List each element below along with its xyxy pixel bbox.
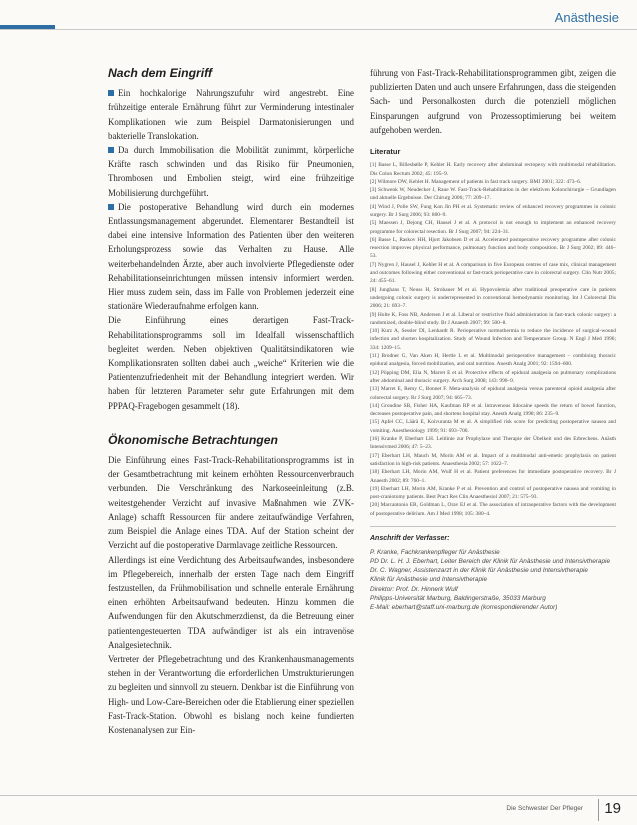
reference-item: [11] Brodner G, Van Aken H, Hertle L et al. Multimodal perioperative management – combining thoracic epidural analgesia, forced mobilization, and oral nutrition. Anesth Analg 2001; 92: 1594–600. [370, 353, 616, 368]
address-line: Direktor: Prof. Dr. Hinnerk Wulf [370, 585, 458, 593]
bullet-icon [108, 90, 114, 96]
address-title: Anschrift der Verfasser: [370, 534, 450, 542]
paragraph: Vertreter der Pflegebetrachtung und des Krankenhausmanagements stehen in der Verantwortung die erforderlichen Umstrukturierungen zu begleiten und sinnvoll zu steuern. Denkbar ist die Einführung von High- und Low-Care-Bereichen oder die Etablierung einer speziellen Fast-Track-Station. Obwohl es bislang noch keine fundierten Kostenanalysen zur Ein- [108, 653, 354, 735]
heading-nach-dem-eingriff: Nach dem Eingriff [108, 66, 213, 80]
reference-item: [8] Junghans T, Neuss H, Strohauer M et al. Hypovolemia after traditional preoperative care in patients undergoing colonic surgery is underrepresented in conventional hemodynamic monitoring. Int J Colorectal Dis 2006; 21: 693–7. [370, 286, 616, 310]
left-column [108, 66, 354, 737]
references-title: Literatur [370, 147, 401, 157]
reference-list [370, 161, 616, 518]
reference-item: [16] Kranke P, Eberhart LH. Leitlinie zur Prophylaxe und Therapie der Übelkeit und des Erbrechens. Anästh Intensivmed 2006; 47: 5–23. [370, 436, 616, 451]
heading-oekonomische-betrachtungen: Ökonomische Betrachtungen [108, 432, 278, 447]
spacer [108, 413, 354, 433]
paragraph: Die Einführung eines derartigen Fast-Track-Rehabilitationsprogramms soll im Idealfall wissenschaftlich begleitet werden. Neben objektiven Qualitätsindikatoren wie Komplikationsraten sollten dabei auch „weiche“ Kriterien wie die Patientenzufriedenheit mit der Behandlung integriert werden. Wir haben für letzteren Parameter sehr gute Erfahrungen mit dem PPPAQ-Fragebogen gesammelt (18). [108, 315, 354, 411]
journal-name: Die Schwester Der Pfleger [506, 805, 583, 812]
section-label: Anästhesie [554, 10, 619, 25]
address-line: P. Kranke, Fachkrankenpfleger für Anästhesie [370, 549, 500, 557]
bullet-icon [108, 204, 114, 210]
reference-item: [10] Kurz A, Sessler DI, Lenhardt R. Perioperative normothermia to reduce the incidence of surgical-wound infection and shorten hospitalization. Study of Wound Infection and Temperature Group. N Engl J Med 1996; 334: 1209–15. [370, 328, 616, 351]
reference-item: [18] Eberhart LH, Morin AM, Wulf H et al. Patient preferences for immediate postoperative recovery. Br J Anaesth 2002; 89: 760–1. [370, 469, 616, 484]
paragraph: Die Einführung eines Fast-Track-Rehabilitationsprogramms ist in der Gesamtbetrachtung mit keinem erhöhten Ressourcenverbrauch verbunden. Die Verschränkung des Narkoseeinleitung (z.B. weitestgehender Verzicht auf invasive Maßnahmen wie ZVK-Anlage) schafft Ressourcen für andere zeitaufwändige Verfahren, zum Beispiel die Anlage eines TDA. Auf der Station scheint der Verzicht auf die postoperative Darmlavage zeitliche Ressourcen. [108, 455, 354, 551]
reference-item: [12] Pöpping DM, Elia N, Marret E et al. Protective effects of epidural analgesia on pulmonary complications after abdominal and thoracic surgery. Arch Surg 2008; 143: 990–9. [370, 369, 616, 384]
footer-rule [0, 795, 637, 796]
address-line: Klinik für Anästhesie und Intensivtherapie [370, 576, 487, 584]
address-divider [370, 526, 616, 527]
address-line: PD Dr. L. H. J. Eberhart, Leiter Bereich der Klinik für Anästhesie und Intensivtherapie [370, 558, 611, 566]
reference-item: [4] Wind J, Polle SW, Fung Kon Jin PH et al. Systematic review of enhanced recovery programmes in colonic surgery. Br J Surg 2006; 93: 800–9. [370, 203, 616, 218]
address-line: E-Mail: eberhart@staff.uni-marburg.de (korrespondierender Autor) [370, 603, 558, 611]
reference-item: [5] Maessen J, Dejong CH, Hausel J et al. A protocol is not enough to implement an enhanced recovery programme for colorectal resection. Br J Surg 2007; 94: 224–31. [370, 220, 616, 235]
address-line: Philipps-Universität Marburg, Baldingerstraße, 35033 Marburg [370, 594, 546, 602]
address-line: Dr. C. Wagner, Assistenzarzt in der Klinik für Anästhesie und Intensivtherapie [370, 567, 588, 575]
reference-item: [6] Basse L, Raskov HH, Hjort Jakobsen D et al. Accelerated postoperative recovery programme after colonic resection improves physical performance, pulmonary function and body composition. Br J Surg 2002; 89: 446–53. [370, 236, 616, 260]
bullet-icon [108, 147, 114, 153]
reference-item: [14] Groudine SB, Fisher HA, Kaufman RP et al. Intravenous lidocaine speeds the return of bowel function, decreases postoperative pain, and shortens hospital stay. Anesth Analg 1998; 86: 235–9. [370, 402, 616, 418]
paragraph: Allerdings ist eine Verdichtung des Arbeitsaufwandes, insbesondere im Pflegebereich, innerhalb der ersten Tage nach dem Eingriff festzustellen, da Frühmobilisation und schnelle enterale Ernährung einen erhöhten Arbeitsaufwand bedeuten. Hinzu kommen die Aufwendungen für den Akutschmerzdienst, da die Betreuung einer patientengesteuerten TDA aufwändiger ist als ein intravenöse Analgesietechnik. [108, 554, 354, 650]
paragraph: Die postoperative Behandlung wird durch ein modernes Entlassungsmanagement abgerundet. Elementarer Bestandteil ist dabei eine intensive Information des Patienten über den weiteren Erholungsprozess sowie das Verhalten zu Hause. Alle weiterbehandelnden Ärzte, aber auch involvierte Pflegedienste oder Rehabilitationseinrichtungen müssen intensiv informiert werden. Hier muss zudem sein, dass im Falle von Problemen jederzeit eine stationäre Wiederaufnahme erfolgen kann. [108, 201, 354, 312]
reference-item: [3] Schwenk W, Neudecker J, Raue W. Fast-Track-Rehabilitation in der elektiven Kolonchirurgie – Grundlagen und aktuelle Ergebnisse. Der Chirurg 2006; 77: 209–17. [370, 187, 616, 202]
reference-item: [17] Eberhart LH, Mauch M, Morin AM et al. Impact of a multimodal anti-emetic prophylaxis on patient satisfaction in high-risk patients. Anaesthesia 2002; 57: 1022–7. [370, 452, 616, 467]
header-rule [0, 29, 637, 30]
reference-item: [9] Holte K, Foss NB, Andersen J et al. Liberal or restrictive fluid administration in fast-track colonic surgery: a randomized, double-blind study. Br J Anaesth 2007; 99: 500–8. [370, 311, 616, 326]
address-block [370, 548, 616, 612]
reference-item: [2] Wilmore DW, Kehlet H. Management of patients in fast track surgery. BMJ 2001; 322: 473–6. [370, 178, 582, 185]
paragraph: Da durch Immobilisation die Mobilität zunimmt, körperliche Kräfte rasch schwinden und das Risiko für Pneumonien, Thrombosen und Embolien steigt, wird eine frühzeitige Mobilisierung durchgeführt. [108, 145, 354, 198]
paragraph: Ein hochkalorige Nahrungszufuhr wird angestrebt. Eine frühzeitige enterale Ernährung führt zur Verminderung intestinaler Komplikationen wie zum Beispiel Darmatonisierungen und bakterielle Translokation. [108, 88, 354, 141]
page-number: 19 [604, 800, 621, 817]
footer-divider [598, 799, 599, 821]
reference-item: [13] Marret E, Remy C, Bonnet F. Meta-analysis of epidural analgesia versus parenteral opioid analgesia after colorectal surgery. Br J Surg 2007; 94: 665–73. [370, 386, 616, 401]
reference-item: [19] Eberhart LH, Morin AM, Kranke P et al. Prevention and control of postoperative nausea and vomiting in post-craniotomy patients. Best Pract Res Clin Anaesthesiol 2007; 21: 575–93. [370, 485, 616, 501]
paragraph-continued: führung von Fast-Track-Rehabilitationsprogrammen gibt, zeigen die publizierten Daten und auch unsere Erfahrungen, dass die steigenden Sach- und Personalkosten durch die potenziell möglichen Einsparungen aufgrund von Prozessoptimierung bei weitem aufgehoben werden. [370, 68, 616, 135]
reference-item: [7] Nygren J, Hausel J, Kehlet H et al. A comparison in five European centres of case mix, clinical management and outcomes following either conventional or fast-track perioperative care in colorectal surgery. Clin Nutr 2005; 24: 455–61. [370, 261, 616, 285]
reference-item: [15] Apfel CC, Läärä E, Koivuranta M et al. A simplified risk score for predicting postoperative nausea and vomiting. Anesthesiology 1999; 91: 693–700. [370, 419, 616, 434]
right-column [370, 66, 616, 612]
reference-item: [20] Marcantonio ER, Goldman L, Orav EJ et al. The association of intraoperative factors with the development of postoperative delirium. Am J Med 1998; 105: 380–4. [370, 502, 616, 517]
page-footer [0, 795, 637, 825]
reference-item: [1] Basse L, Billesbølle P, Kehlet H. Early recovery after abdominal rectopexy with multimodal rehabilitation. Dis Colon Rectum 2002; 45: 195–9. [370, 162, 616, 177]
